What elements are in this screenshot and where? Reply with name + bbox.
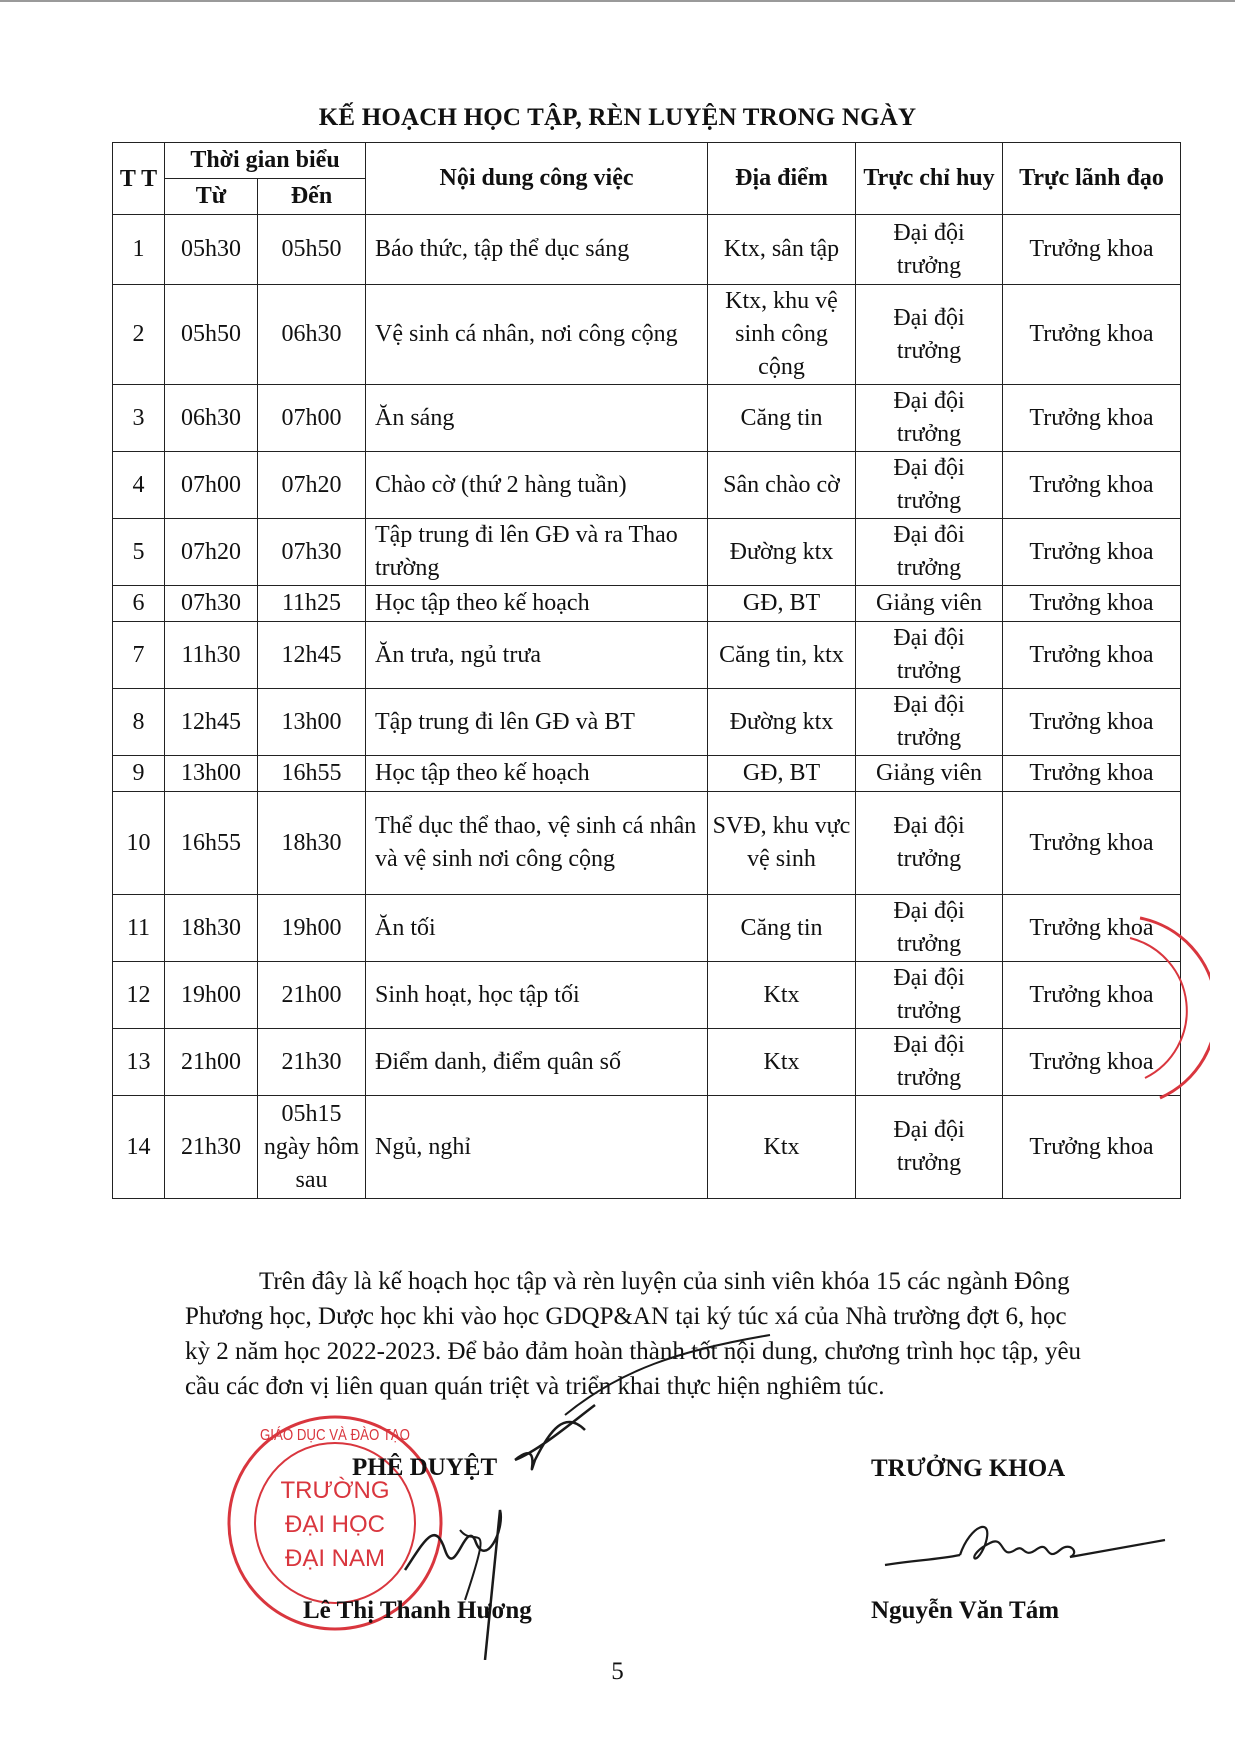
dean-label: TRƯỞNG KHOA — [871, 1455, 1066, 1482]
row-tt-cell: 12 — [113, 962, 165, 1029]
row-content-cell: Ăn tối — [366, 895, 708, 962]
seal-ring-text: GIÁO DỤC VÀ ĐÀO TẠO — [260, 1427, 442, 1444]
row-leader-cell: Trưởng khoa — [1003, 385, 1181, 452]
row-location-cell: Ktx — [708, 1096, 856, 1199]
row-to-cell: 12h45 — [258, 622, 366, 689]
row-from-cell: 11h30 — [165, 622, 258, 689]
row-commander-cell: Đại đội trưởng — [856, 1029, 1003, 1096]
header-tt: T T — [113, 143, 165, 215]
row-content-cell: Học tập theo kế hoạch — [366, 756, 708, 792]
row-leader-cell: Trưởng khoa — [1003, 895, 1181, 962]
table-header — [113, 143, 1181, 215]
header-location: Địa điểm — [708, 143, 856, 215]
row-tt-cell: 2 — [113, 285, 165, 385]
row-to-cell: 21h00 — [258, 962, 366, 1029]
row-location-cell: Đường ktx — [708, 519, 856, 586]
row-content-cell: Thể dục thể thao, vệ sinh cá nhân và vệ sinh nơi công cộng — [366, 792, 708, 895]
table-row — [113, 519, 1181, 586]
row-content-cell: Báo thức, tập thể dục sáng — [366, 215, 708, 285]
row-tt-cell: 13 — [113, 1029, 165, 1096]
row-location-cell: GĐ, BT — [708, 756, 856, 792]
row-from-cell: 06h30 — [165, 385, 258, 452]
row-from-cell: 13h00 — [165, 756, 258, 792]
row-commander-cell: Giảng viên — [856, 586, 1003, 622]
table-row — [113, 792, 1181, 895]
row-commander-cell: Đại đôi trưởng — [856, 519, 1003, 586]
header-commander: Trực chỉ huy — [856, 143, 1003, 215]
row-tt-cell: 6 — [113, 586, 165, 622]
row-content-cell: Tập trung đi lên GĐ và BT — [366, 689, 708, 756]
row-location-cell: Ktx — [708, 1029, 856, 1096]
row-leader-cell: Trưởng khoa — [1003, 962, 1181, 1029]
row-leader-cell: Trưởng khoa — [1003, 519, 1181, 586]
row-commander-cell: Đại đội trưởng — [856, 622, 1003, 689]
row-tt-cell: 3 — [113, 385, 165, 452]
row-location-cell: Đường ktx — [708, 689, 856, 756]
table-row — [113, 689, 1181, 756]
table-body — [113, 215, 1181, 1199]
row-commander-cell: Đại đội trưởng — [856, 285, 1003, 385]
row-tt-cell: 4 — [113, 452, 165, 519]
table-row — [113, 385, 1181, 452]
page-number: 5 — [611, 1658, 624, 1685]
row-from-cell: 21h30 — [165, 1096, 258, 1199]
table-row — [113, 1029, 1181, 1096]
row-tt-cell: 10 — [113, 792, 165, 895]
approver-name: Lê Thị Thanh Hương — [303, 1597, 532, 1624]
row-commander-cell: Đại đội trưởng — [856, 1096, 1003, 1199]
table-row — [113, 452, 1181, 519]
row-to-cell: 06h30 — [258, 285, 366, 385]
row-from-cell: 12h45 — [165, 689, 258, 756]
row-leader-cell: Trưởng khoa — [1003, 1096, 1181, 1199]
row-from-cell: 21h00 — [165, 1029, 258, 1096]
row-leader-cell: Trưởng khoa — [1003, 689, 1181, 756]
row-from-cell: 07h20 — [165, 519, 258, 586]
paragraph-line: Trên đây là kế hoạch học tập và rèn luyện của sinh viên khóa 15 các ngành Đông — [259, 1268, 1070, 1295]
table-row — [113, 895, 1181, 962]
table-row — [113, 962, 1181, 1029]
row-location-cell: GĐ, BT — [708, 586, 856, 622]
row-content-cell: Ăn trưa, ngủ trưa — [366, 622, 708, 689]
row-from-cell: 19h00 — [165, 962, 258, 1029]
row-tt-cell: 7 — [113, 622, 165, 689]
row-location-cell: Ktx — [708, 962, 856, 1029]
paragraph-line: cầu các đơn vị liên quan quán triệt và triển khai thực hiện nghiêm túc. — [185, 1373, 885, 1400]
row-tt-cell: 11 — [113, 895, 165, 962]
row-location-cell: Ktx, sân tập — [708, 215, 856, 285]
row-commander-cell: Đại đội trưởng — [856, 895, 1003, 962]
row-location-cell: Căng tin — [708, 385, 856, 452]
row-location-cell: SVĐ, khu vực vệ sinh — [708, 792, 856, 895]
row-commander-cell: Đại đội trưởng — [856, 385, 1003, 452]
row-commander-cell: Đại đội trưởng — [856, 689, 1003, 756]
row-leader-cell: Trưởng khoa — [1003, 215, 1181, 285]
row-commander-cell: Đại đội trưởng — [856, 452, 1003, 519]
row-commander-cell: Đại đội trưởng — [856, 962, 1003, 1029]
table-row — [113, 285, 1181, 385]
row-content-cell: Vệ sinh cá nhân, nơi công cộng — [366, 285, 708, 385]
row-from-cell: 07h00 — [165, 452, 258, 519]
dean-signature — [875, 1505, 1175, 1580]
row-to-cell: 05h15 ngày hôm sau — [258, 1096, 366, 1199]
row-content-cell: Ăn sáng — [366, 385, 708, 452]
row-commander-cell: Đại đội trưởng — [856, 215, 1003, 285]
row-from-cell: 16h55 — [165, 792, 258, 895]
row-content-cell: Tập trung đi lên GĐ và ra Thao trường — [366, 519, 708, 586]
row-content-cell: Chào cờ (thứ 2 hàng tuần) — [366, 452, 708, 519]
partial-seal-overlap — [1120, 908, 1210, 1108]
table-row — [113, 1096, 1181, 1199]
row-tt-cell: 8 — [113, 689, 165, 756]
header-to: Đến — [258, 179, 366, 215]
row-to-cell: 07h20 — [258, 452, 366, 519]
row-content-cell: Sinh hoạt, học tập tối — [366, 962, 708, 1029]
table-row — [113, 586, 1181, 622]
row-tt-cell: 14 — [113, 1096, 165, 1199]
row-tt-cell: 5 — [113, 519, 165, 586]
row-leader-cell: Trưởng khoa — [1003, 622, 1181, 689]
row-leader-cell: Trưởng khoa — [1003, 452, 1181, 519]
paragraph-line: kỳ 2 năm học 2022-2023. Để bảo đảm hoàn thành tốt nội dung, chương trình học tập, yêu — [185, 1338, 1082, 1365]
header-from: Từ — [165, 179, 258, 215]
row-to-cell: 07h00 — [258, 385, 366, 452]
row-tt-cell: 1 — [113, 215, 165, 285]
row-location-cell: Căng tin, ktx — [708, 622, 856, 689]
row-to-cell: 11h25 — [258, 586, 366, 622]
document-title: KẾ HOẠCH HỌC TẬP, RÈN LUYỆN TRONG NGÀY — [318, 104, 917, 131]
seal-line-2: ĐẠI HỌC — [284, 1511, 386, 1538]
row-content-cell: Học tập theo kế hoạch — [366, 586, 708, 622]
approval-label: PHÊ DUYỆT — [352, 1454, 498, 1481]
row-to-cell: 21h30 — [258, 1029, 366, 1096]
row-leader-cell: Trưởng khoa — [1003, 1029, 1181, 1096]
row-location-cell: Căng tin — [708, 895, 856, 962]
row-to-cell: 07h30 — [258, 519, 366, 586]
header-leader: Trực lãnh đạo — [1003, 143, 1181, 215]
row-leader-cell: Trưởng khoa — [1003, 586, 1181, 622]
table-row — [113, 622, 1181, 689]
paragraph-line: Phương học, Dược học khi vào học GDQP&AN tại ký túc xá của Nhà trường đợt 6, học — [185, 1303, 1067, 1330]
header-content: Nội dung công việc — [366, 143, 708, 215]
row-to-cell: 05h50 — [258, 215, 366, 285]
table-row — [113, 215, 1181, 285]
row-commander-cell: Đại đội trưởng — [856, 792, 1003, 895]
row-to-cell: 16h55 — [258, 756, 366, 792]
scan-top-border — [0, 0, 1235, 2]
row-tt-cell: 9 — [113, 756, 165, 792]
row-to-cell: 13h00 — [258, 689, 366, 756]
row-location-cell: Sân chào cờ — [708, 452, 856, 519]
row-from-cell: 18h30 — [165, 895, 258, 962]
row-content-cell: Ngủ, nghỉ — [366, 1096, 708, 1199]
row-leader-cell: Trưởng khoa — [1003, 285, 1181, 385]
row-to-cell: 18h30 — [258, 792, 366, 895]
row-from-cell: 07h30 — [165, 586, 258, 622]
seal-line-3: ĐẠI NAM — [284, 1545, 386, 1572]
row-location-cell: Ktx, khu vệ sinh công cộng — [708, 285, 856, 385]
row-leader-cell: Trưởng khoa — [1003, 792, 1181, 895]
header-time-group: Thời gian biểu — [165, 143, 366, 179]
row-to-cell: 19h00 — [258, 895, 366, 962]
row-leader-cell: Trưởng khoa — [1003, 756, 1181, 792]
row-from-cell: 05h30 — [165, 215, 258, 285]
dean-name: Nguyễn Văn Tám — [871, 1597, 1060, 1624]
seal-line-1: TRƯỜNG — [280, 1477, 390, 1504]
table-row — [113, 756, 1181, 792]
schedule-table — [112, 142, 1181, 1199]
row-from-cell: 05h50 — [165, 285, 258, 385]
row-content-cell: Điểm danh, điểm quân số — [366, 1029, 708, 1096]
row-commander-cell: Giảng viên — [856, 756, 1003, 792]
